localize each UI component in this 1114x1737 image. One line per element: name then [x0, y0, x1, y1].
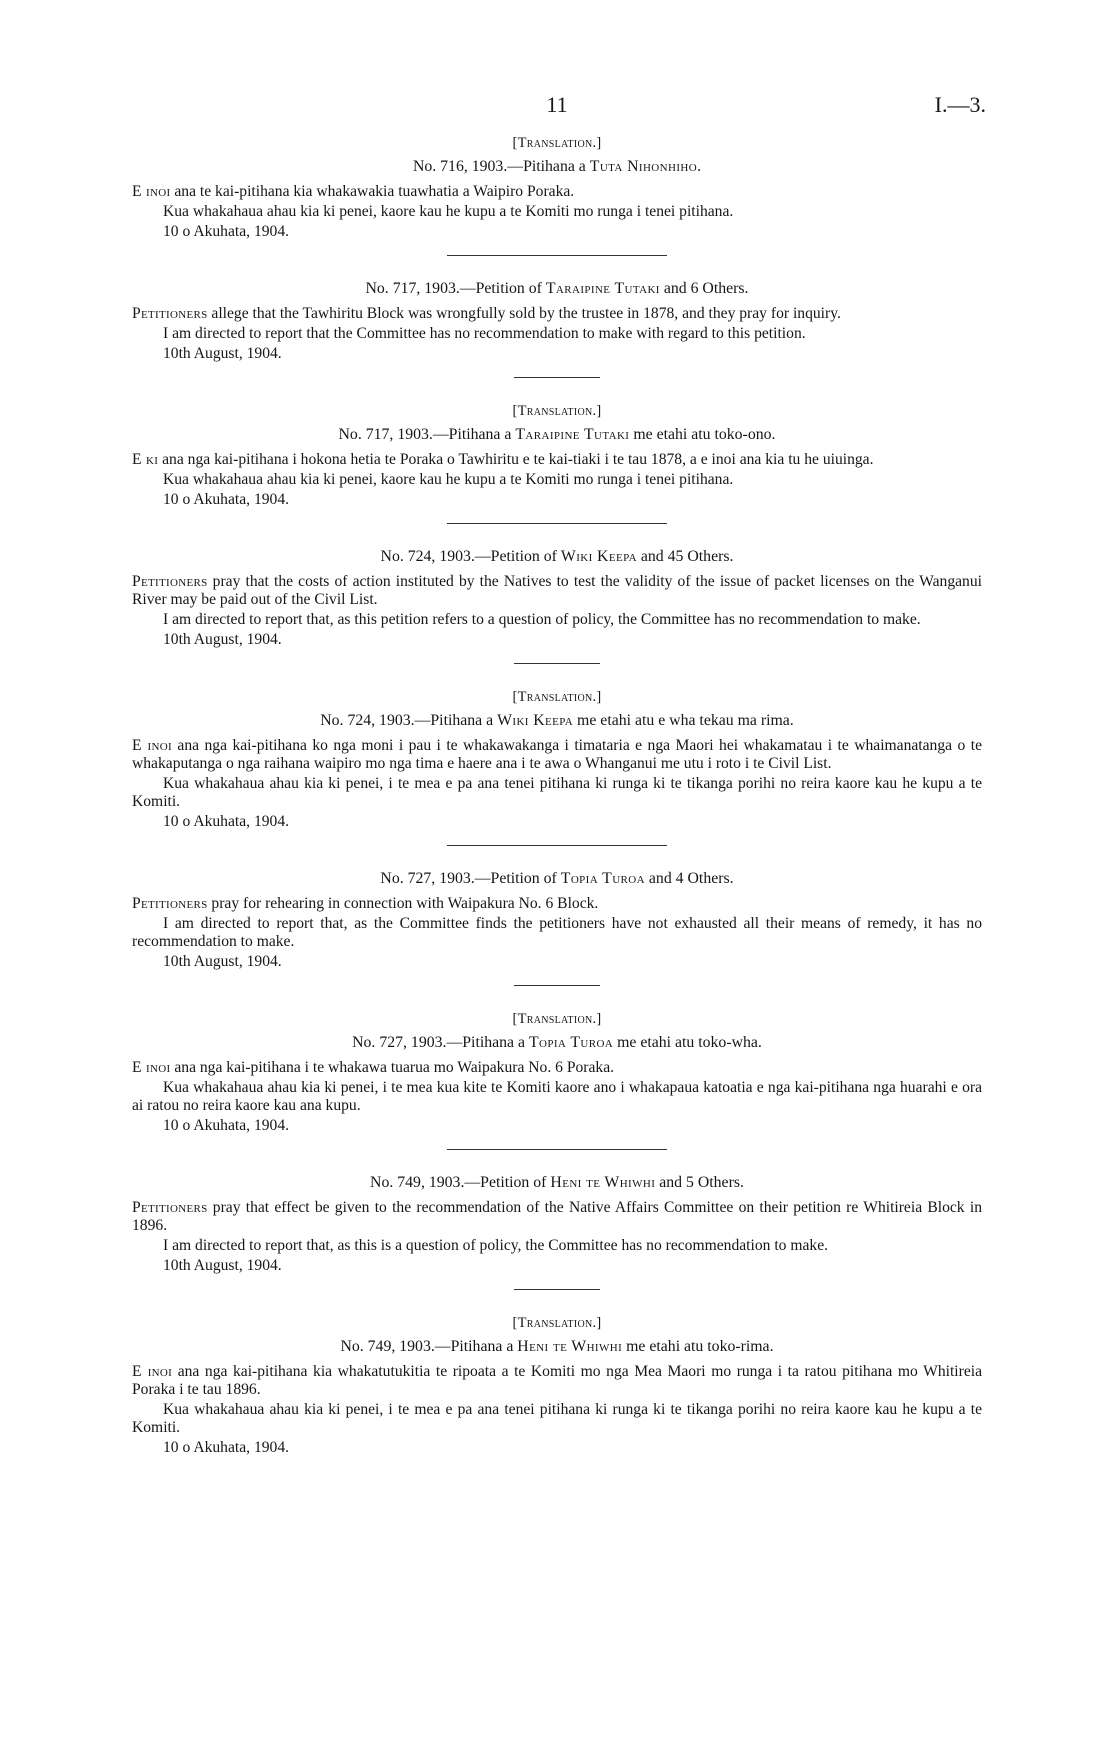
report-date: 10 o Akuhata, 1904. — [163, 1439, 290, 1456]
report-date: 10th August, 1904. — [163, 631, 282, 648]
lead-words: E inoi — [132, 1059, 171, 1076]
translation-heading: [Translation.] — [512, 1011, 602, 1027]
petitioner-name: Tuta Nihonhiho — [589, 158, 698, 175]
section-divider — [514, 663, 600, 664]
petitioner-name: Heni te Whiwhi — [517, 1338, 623, 1355]
committee-report: I am directed to report that, as this petition refers to a question of policy, the Committee has no recommendation to make. — [163, 611, 921, 628]
petitioner-name: Taraipine Tutaki — [515, 426, 630, 443]
section-divider — [514, 1289, 600, 1290]
petition-title: No. 727, 1903.—Petition of Topia Turoa and 4 Others. — [380, 870, 734, 887]
report-date: 10 o Akuhata, 1904. — [163, 813, 290, 830]
petition-716-translation — [132, 134, 982, 256]
committee-report: Kua whakahaua ahau kia ki penei, i te mea kua kite te Komiti kaore ano i whakapaua katoatia e nga kai-pitihana nga huarahi e ora ai ratou no reira kaore kau ana kupu. — [132, 1079, 982, 1114]
petition-list — [132, 134, 982, 1471]
section-divider — [447, 255, 667, 256]
section-divider — [447, 1149, 667, 1150]
petition-prayer: E ki ana nga kai-pitihana i hokona hetia te Poraka o Tawhiritu e te kai-tiaki i te tau 1878, a e inoi ana kia tu he uiuinga. — [132, 451, 874, 468]
page-number: 11 — [546, 92, 568, 117]
document-reference: I.—3. — [934, 92, 986, 117]
petition-title: No. 727, 1903.—Pitihana a Topia Turoa me etahi atu toko-wha. — [352, 1034, 762, 1051]
petition-title: No. 716, 1903.—Pitihana a Tuta Nihonhiho. — [412, 158, 702, 175]
petition-717 — [132, 280, 982, 378]
committee-report: Kua whakahaua ahau kia ki penei, kaore kau he kupu a te Komiti mo runga i tenei pitihana. — [163, 471, 734, 488]
petition-prayer: Petitioners pray that the costs of action instituted by the Natives to test the validity of the issue of packet licenses on the Wanganui River may be paid out of the Civil List. — [132, 573, 982, 608]
petition-prayer: E inoi ana nga kai-pitihana ko nga moni i pau i te whakawakanga i timataria e nga Maori hei whakamatau i te whaimanatanga o te whakaputanga o nga raihana waipiro mo nga tima e haere ana i te awa o Whanganui me utu i roto i te Civil List. — [132, 737, 982, 772]
petition-727-translation — [132, 1010, 982, 1150]
report-date: 10th August, 1904. — [163, 1257, 282, 1274]
section-divider — [514, 377, 600, 378]
petitioner-name: Wiki Keepa — [497, 712, 574, 729]
lead-words: Petitioners — [132, 305, 208, 322]
lead-words: E inoi — [132, 183, 171, 200]
petition-717-translation — [132, 402, 982, 524]
petition-prayer: Petitioners pray for rehearing in connection with Waipakura No. 6 Block. — [132, 895, 599, 912]
committee-report: I am directed to report that, as this is a question of policy, the Committee has no recommendation to make. — [163, 1237, 829, 1254]
petition-749-translation — [132, 1314, 982, 1457]
section-divider — [514, 985, 600, 986]
petition-724-translation — [132, 688, 982, 846]
lead-words: Petitioners — [132, 895, 208, 912]
petition-title: No. 724, 1903.—Petition of Wiki Keepa and 45 Others. — [380, 548, 734, 565]
committee-report: Kua whakahaua ahau kia ki penei, i te mea e pa ana tenei pitihana ki runga ki te tikanga porihi no reira kaore kau he kupu a te Komiti. — [132, 1401, 982, 1436]
petition-prayer: Petitioners pray that effect be given to the recommendation of the Native Affairs Committee on their petition re Whitireia Block in 1896. — [132, 1199, 982, 1234]
petition-title: No. 717, 1903.—Petition of Taraipine Tutaki and 6 Others. — [365, 280, 749, 297]
petition-title: No. 717, 1903.—Pitihana a Taraipine Tutaki me etahi atu toko-ono. — [338, 426, 776, 443]
translation-heading: [Translation.] — [512, 135, 602, 151]
section-divider — [447, 523, 667, 524]
petition-prayer: E inoi ana nga kai-pitihana i te whakawa tuarua mo Waipakura No. 6 Poraka. — [132, 1059, 615, 1076]
lead-words: E ki — [132, 451, 159, 468]
petition-title: No. 724, 1903.—Pitihana a Wiki Keepa me etahi atu e wha tekau ma rima. — [320, 712, 794, 729]
petition-title: No. 749, 1903.—Pitihana a Heni te Whiwhi me etahi atu toko-rima. — [340, 1338, 774, 1355]
lead-words: E inoi — [132, 737, 172, 754]
report-date: 10 o Akuhata, 1904. — [163, 491, 290, 508]
petition-prayer: E inoi ana nga kai-pitihana kia whakatutukitia te ripoata a te Komiti mo nga Mea Maori mo runga i ta ratou pitihana mo Whitireia Poraka i te tau 1896. — [132, 1363, 982, 1398]
translation-heading: [Translation.] — [512, 689, 602, 705]
petitioner-name: Topia Turoa — [560, 870, 645, 887]
report-date: 10 o Akuhata, 1904. — [163, 1117, 290, 1134]
committee-report: I am directed to report that, as the Committee finds the petitioners have not exhausted all their means of remedy, it has no recommendation to make. — [132, 915, 982, 950]
petition-title: No. 749, 1903.—Petition of Heni te Whiwhi and 5 Others. — [370, 1174, 744, 1191]
report-date: 10th August, 1904. — [163, 953, 282, 970]
lead-words: E inoi — [132, 1363, 173, 1380]
committee-report: Kua whakahaua ahau kia ki penei, i te mea e pa ana tenei pitihana ki runga ki te tikanga porihi no reira kaore kau he kupu a te Komiti. — [132, 775, 982, 810]
petitioner-name: Wiki Keepa — [560, 548, 637, 565]
translation-heading: [Translation.] — [512, 1315, 602, 1331]
lead-words: Petitioners — [132, 573, 208, 590]
petition-prayer: Petitioners allege that the Tawhiritu Block was wrongfully sold by the trustee in 1878, and they pray for inquiry. — [132, 305, 841, 322]
committee-report: I am directed to report that the Committee has no recommendation to make with regard to this petition. — [163, 325, 806, 342]
report-date: 10th August, 1904. — [163, 345, 282, 362]
petitioner-name: Heni te Whiwhi — [550, 1174, 656, 1191]
petitioner-name: Taraipine Tutaki — [545, 280, 660, 297]
lead-words: Petitioners — [132, 1199, 208, 1216]
petition-prayer: E inoi ana te kai-pitihana kia whakawakia tuawhatia a Waipiro Poraka. — [132, 183, 575, 200]
section-divider — [447, 845, 667, 846]
petitioner-name: Topia Turoa — [528, 1034, 614, 1051]
committee-report: Kua whakahaua ahau kia ki penei, kaore kau he kupu a te Komiti mo runga i tenei pitihana. — [163, 203, 734, 220]
report-date: 10 o Akuhata, 1904. — [163, 223, 290, 240]
petition-749 — [132, 1174, 982, 1290]
petition-727 — [132, 870, 982, 986]
translation-heading: [Translation.] — [512, 403, 602, 419]
petition-724 — [132, 548, 982, 664]
